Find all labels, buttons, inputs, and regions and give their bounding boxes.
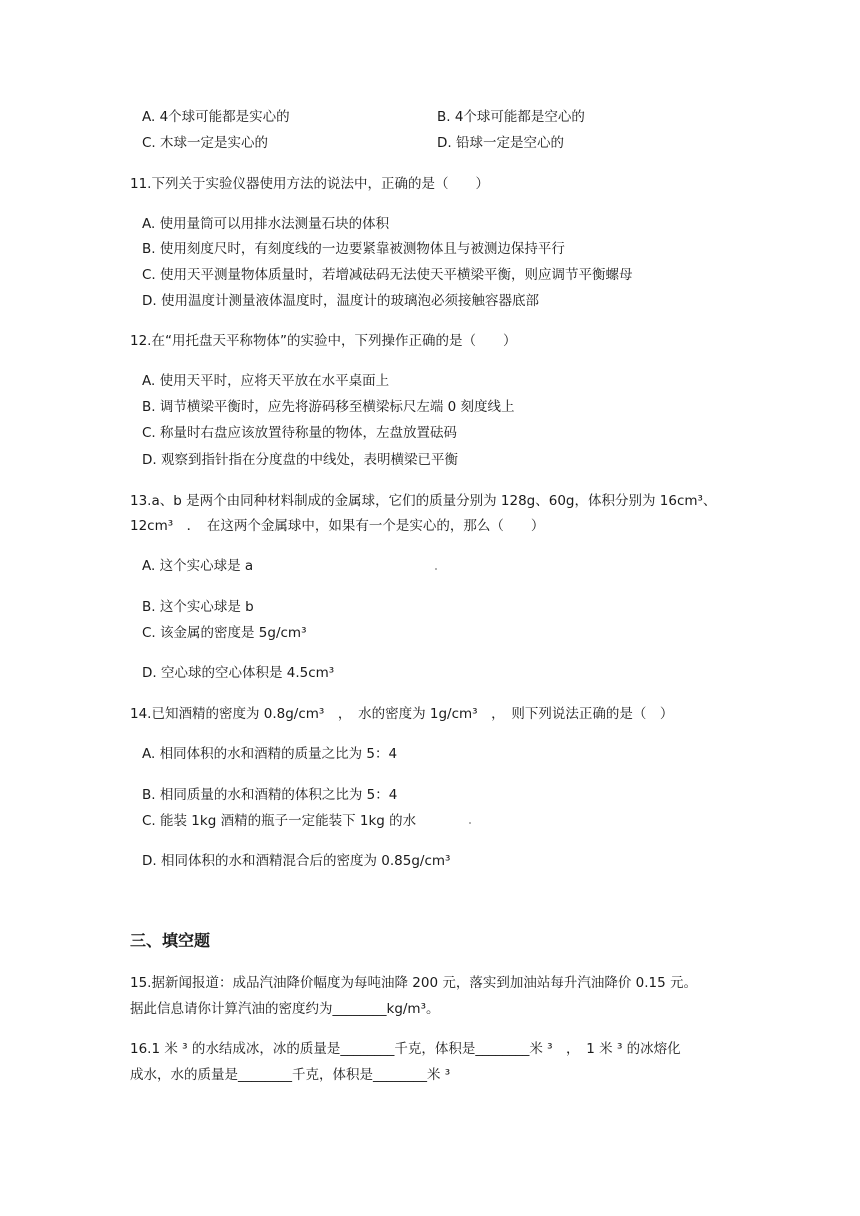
- stray-mark: [435, 568, 437, 570]
- q11-option-d: D. 使用温度计测量液体温度时，温度计的玻璃泡必须接触容器底部: [142, 293, 539, 309]
- q15-line2: 据此信息请你计算汽油的密度约为________kg/m³。: [130, 1001, 440, 1017]
- q12-option-a: A. 使用天平时，应将天平放在水平桌面上: [142, 373, 390, 389]
- q10-option-c: C. 木球一定是实心的: [142, 135, 269, 151]
- q15-line1: 15.据新闻报道：成品汽油降价幅度为每吨油降 200 元，落实到加油站每升汽油降价 0.15 元。: [130, 975, 697, 991]
- q14-option-b: B. 相同质量的水和酒精的体积之比为 5：4: [142, 787, 398, 803]
- q14-option-a: A. 相同体积的水和酒精的质量之比为 5：4: [142, 746, 398, 762]
- q13-stem-line1: 13.a、b 是两个由同种材料制成的金属球，它们的质量分别为 128g、60g，体积分别为 16cm³、: [130, 493, 717, 509]
- q13-option-d: D. 空心球的空心体积是 4.5cm³: [142, 665, 335, 681]
- q11-option-a: A. 使用量筒可以用排水法测量石块的体积: [142, 216, 390, 232]
- q13-option-c: C. 该金属的密度是 5g/cm³: [142, 625, 307, 641]
- q11-option-b: B. 使用刻度尺时，有刻度线的一边要紧靠被测物体且与被测边保持平行: [142, 241, 565, 257]
- q12-option-c: C. 称量时右盘应该放置待称量的物体，左盘放置砝码: [142, 425, 458, 441]
- q11-stem: 11.下列关于实验仪器使用方法的说法中，正确的是（ ）: [130, 176, 489, 192]
- q10-option-b: B. 4个球可能都是空心的: [437, 109, 585, 125]
- q13-option-a: A. 这个实心球是 a: [142, 558, 254, 574]
- q10-option-a: A. 4个球可能都是实心的: [142, 109, 290, 125]
- q12-option-d: D. 观察到指针指在分度盘的中线处，表明横梁已平衡: [142, 452, 458, 468]
- q14-stem: 14.已知酒精的密度为 0.8g/cm³ ， 水的密度为 1g/cm³ ， 则下列说法正确的是（ ）: [130, 706, 674, 722]
- stray-mark: [469, 822, 471, 824]
- q13-option-b: B. 这个实心球是 b: [142, 599, 254, 615]
- q14-option-d: D. 相同体积的水和酒精混合后的密度为 0.85g/cm³: [142, 853, 451, 869]
- q16-line1: 16.1 米 ³ 的水结成冰，冰的质量是________千克，体积是________米 ³ ， 1 米 ³ 的冰熔化: [130, 1041, 681, 1057]
- q16-line2: 成水，水的质量是________千克，体积是________米 ³: [130, 1067, 451, 1083]
- q14-option-c: C. 能装 1kg 酒精的瓶子一定能装下 1kg 的水: [142, 813, 417, 829]
- q12-option-b: B. 调节横梁平衡时，应先将游码移至横梁标尺左端 0 刻度线上: [142, 399, 515, 415]
- q12-stem: 12.在“用托盘天平称物体”的实验中，下列操作正确的是（ ）: [130, 333, 517, 349]
- q11-option-c: C. 使用天平测量物体质量时，若增减砝码无法使天平横梁平衡，则应调节平衡螺母: [142, 267, 633, 283]
- q10-option-d: D. 铅球一定是空心的: [437, 135, 564, 151]
- section-title: 三、填空题: [130, 931, 211, 950]
- q13-stem-line2: 12cm³ ． 在这两个金属球中，如果有一个是实心的，那么（ ）: [130, 518, 545, 534]
